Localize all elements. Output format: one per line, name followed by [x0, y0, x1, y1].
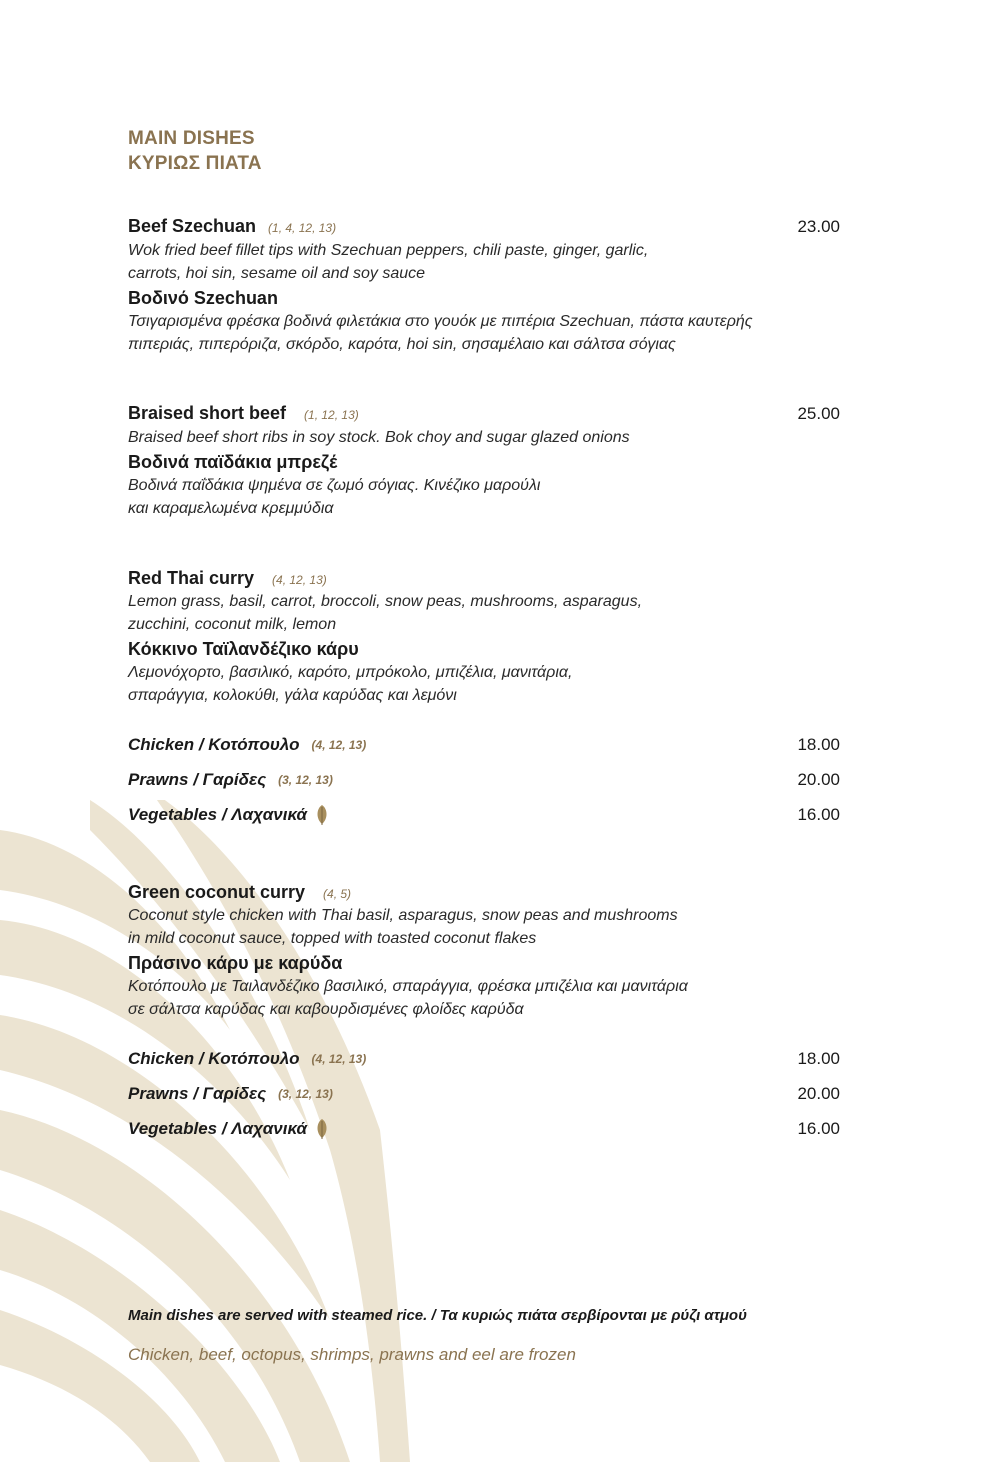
dish-header: [128, 214, 840, 239]
dish-header: [128, 401, 840, 426]
variant-price: 20.00: [797, 769, 840, 789]
dish-name-en: Beef Szechuan: [128, 216, 257, 236]
variant-row: [128, 1041, 840, 1076]
dish-header: [128, 566, 840, 590]
dish-name-gr: Βοδινό Szechuan: [128, 288, 278, 308]
dish-price: 25.00: [797, 404, 840, 423]
variant-price: 16.00: [797, 804, 840, 824]
dish-desc-en-line: Wok fried beef fillet tips with Szechuan peppers, chili paste, ginger, garlic,: [128, 242, 649, 259]
dish-desc-gr-line: Τσιγαρισμένα φρέσκα βοδινά φιλετάκια στο γουόκ με πιπέρια Szechuan, πάστα καυτερής: [128, 313, 753, 330]
dish-name-en: Green coconut curry: [128, 882, 306, 902]
variant-price: 20.00: [797, 1083, 840, 1103]
dish-name-gr: Πράσινο κάρυ με καρύδα: [128, 953, 343, 973]
dish-desc-gr-line: και καραμελωμένα κρεμμύδια: [128, 500, 334, 517]
leaf-icon: [315, 1118, 329, 1140]
dish-desc-gr-line: Κοτόπουλο με Ταιλανδέζικο βασιλικό, σπαράγγια, φρέσκα μπιζέλια και μανιτάρια: [128, 978, 688, 995]
variant-price: 18.00: [797, 734, 840, 754]
variant-row: [128, 1111, 840, 1146]
rice-note: Main dishes are served with steamed rice. / Τα κυριώς πιάτα σερβίρονται με ρύζι ατμού: [128, 1307, 747, 1324]
dish-desc-gr-line: πιπεριάς, πιπερόριζα, σκόρδο, καρότα, hoi sin, σησαμέλαιο και σάλτσα σόγιας: [128, 336, 676, 353]
dish-desc-gr-line: σπαράγγια, κολοκύθι, γάλα καρύδας και λεμόνι: [128, 687, 457, 704]
variant-name: Vegetables / Λαχανικά: [128, 1118, 307, 1138]
variant-row: [128, 727, 840, 762]
dish-desc-en-line: Coconut style chicken with Thai basil, asparagus, snow peas and mushrooms: [128, 907, 678, 924]
menu-content: [128, 126, 840, 1366]
allergen-codes: (4, 12, 13): [272, 573, 327, 587]
dish-green-coconut-curry: [128, 880, 840, 1146]
variant-row: [128, 1076, 840, 1111]
dish-header: [128, 880, 840, 904]
dish-beef-szechuan: [128, 214, 840, 356]
frozen-note: Chicken, beef, octopus, shrimps, prawns and eel are frozen: [128, 1345, 576, 1364]
dish-braised-short-beef: [128, 401, 840, 520]
variant-row: [128, 762, 840, 797]
dish-desc-gr-line: Λεμονόχορτο, βασιλικό, καρότο, μπρόκολο, μπιζέλια, μανιτάρια,: [128, 664, 573, 681]
variant-name: Prawns / Γαρίδες: [128, 769, 267, 789]
dish-desc-en-line: Braised beef short ribs in soy stock. Bok choy and sugar glazed onions: [128, 429, 630, 446]
variant-price: 18.00: [797, 1048, 840, 1068]
allergen-codes: (4, 12, 13): [311, 737, 367, 752]
section-title-en: MAIN DISHES: [128, 128, 255, 149]
variant-list: [128, 1041, 840, 1146]
section-title-gr: ΚΥΡΙΩΣ ΠΙΑΤΑ: [128, 153, 262, 174]
section-header: [128, 126, 840, 176]
dish-name-en: Red Thai curry: [128, 568, 255, 588]
dish-desc-gr-line: σε σάλτσα καρύδας και καβουρδισμένες φλοίδες καρύδα: [128, 1001, 524, 1018]
leaf-icon: [315, 804, 329, 826]
dish-price: 23.00: [797, 217, 840, 236]
variant-row: [128, 797, 840, 832]
variant-name: Prawns / Γαρίδες: [128, 1083, 267, 1103]
dish-desc-en-line: Lemon grass, basil, carrot, broccoli, snow peas, mushrooms, asparagus,: [128, 593, 643, 610]
allergen-codes: (3, 12, 13): [278, 772, 333, 787]
variant-name: Chicken / Κοτόπουλο: [128, 734, 300, 754]
dish-name-gr: Βοδινά παϊδάκια μπρεζέ: [128, 452, 338, 472]
dish-red-thai-curry: [128, 566, 840, 832]
allergen-codes: (4, 5): [323, 887, 352, 901]
allergen-codes: (4, 12, 13): [311, 1051, 367, 1066]
variant-price: 16.00: [797, 1118, 840, 1138]
allergen-codes: (1, 4, 12, 13): [268, 221, 337, 235]
variant-name: Chicken / Κοτόπουλο: [128, 1048, 300, 1068]
dish-desc-en-line: zucchini, coconut milk, lemon: [128, 616, 337, 633]
variant-list: [128, 727, 840, 832]
allergen-codes: (1, 12, 13): [304, 408, 359, 422]
dish-desc-en-line: carrots, hoi sin, sesame oil and soy sauce: [128, 265, 426, 282]
variant-name: Vegetables / Λαχανικά: [128, 804, 307, 824]
allergen-codes: (3, 12, 13): [278, 1086, 333, 1101]
dish-desc-gr-line: Βοδινά παΐδάκια ψημένα σε ζωμό σόγιας. Κινέζικο μαρούλι: [128, 477, 541, 494]
dish-name-en: Braised short beef: [128, 403, 287, 423]
dish-desc-en-line: in mild coconut sauce, topped with toasted coconut flakes: [128, 930, 537, 947]
dish-name-gr: Κόκκινο Ταϊλανδέζικο κάρυ: [128, 639, 359, 659]
